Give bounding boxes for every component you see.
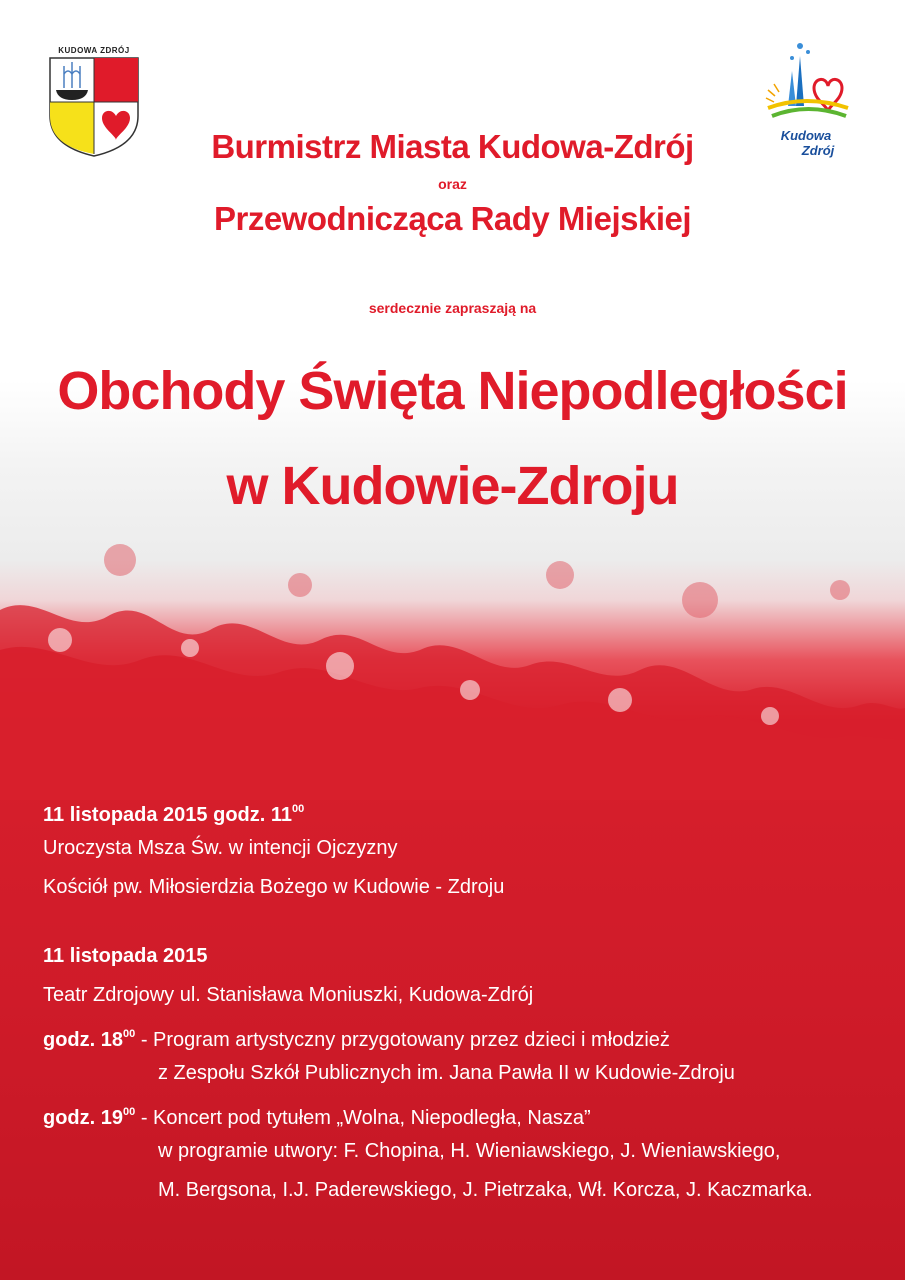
event2-item2-line1: - Koncert pod tytułem „Wolna, Niepodległa, Nasza” bbox=[135, 1107, 591, 1129]
event2-date: 11 listopada 2015 bbox=[43, 945, 208, 967]
brand-wordmark-line1: Kudowa bbox=[780, 128, 832, 143]
fountain-heart-icon bbox=[758, 36, 854, 128]
event2-item1-line1: - Program artystyczny przygotowany przez dzieci i młodzież bbox=[135, 1029, 670, 1051]
crest-title: KUDOWA ZDRÓJ bbox=[58, 46, 130, 55]
event2-item1-line2: z Zespołu Szkół Publicznych im. Jana Pawła II w Kudowie-Zdroju bbox=[158, 1062, 735, 1084]
event2-item2-line3: M. Bergsona, I.J. Paderewskiego, J. Pietrzaka, Wł. Korcza, J. Kaczmarka. bbox=[158, 1179, 813, 1201]
event1-line1: Uroczysta Msza Św. w intencji Ojczyzny bbox=[43, 837, 398, 859]
event2-item2-time: godz. 19 bbox=[43, 1107, 124, 1129]
brand-wordmark-line2: Zdrój bbox=[801, 143, 835, 158]
event-title-line2: w Kudowie-Zdroju bbox=[226, 456, 679, 516]
event2-item2-line2: w programie utwory: F. Chopina, H. Wieniawskiego, J. Wieniawskiego, bbox=[158, 1140, 781, 1162]
organizer-2: Przewodnicząca Rady Miejskiej bbox=[213, 200, 692, 237]
event2-item1 bbox=[43, 1015, 883, 1054]
event1-date bbox=[43, 790, 883, 829]
event2-item2 bbox=[43, 1093, 883, 1132]
event1-date-text: 11 listopada 2015 godz. 11 bbox=[43, 804, 293, 826]
event2-item2-sup: 00 bbox=[123, 1106, 136, 1118]
event1-line2: Kościół pw. Miłosierdzia Bożego w Kudowie - Zdroju bbox=[43, 876, 505, 898]
event1-date-sup: 00 bbox=[292, 803, 305, 815]
event2-item1-time: godz. 18 bbox=[43, 1029, 124, 1051]
organizer-connector: oraz bbox=[438, 176, 467, 192]
event2-item1-sup: 00 bbox=[123, 1028, 136, 1040]
organizer-1: Burmistrz Miasta Kudowa-Zdrój bbox=[211, 128, 694, 165]
event2-venue: Teatr Zdrojowy ul. Stanisława Moniuszki, Kudowa-Zdrój bbox=[43, 984, 534, 1006]
event-title-line1: Obchody Święta Niepodległości bbox=[57, 361, 848, 421]
invitation-text: serdecznie zapraszają na bbox=[368, 300, 537, 316]
spacer bbox=[43, 907, 883, 937]
event-details bbox=[43, 790, 883, 1210]
